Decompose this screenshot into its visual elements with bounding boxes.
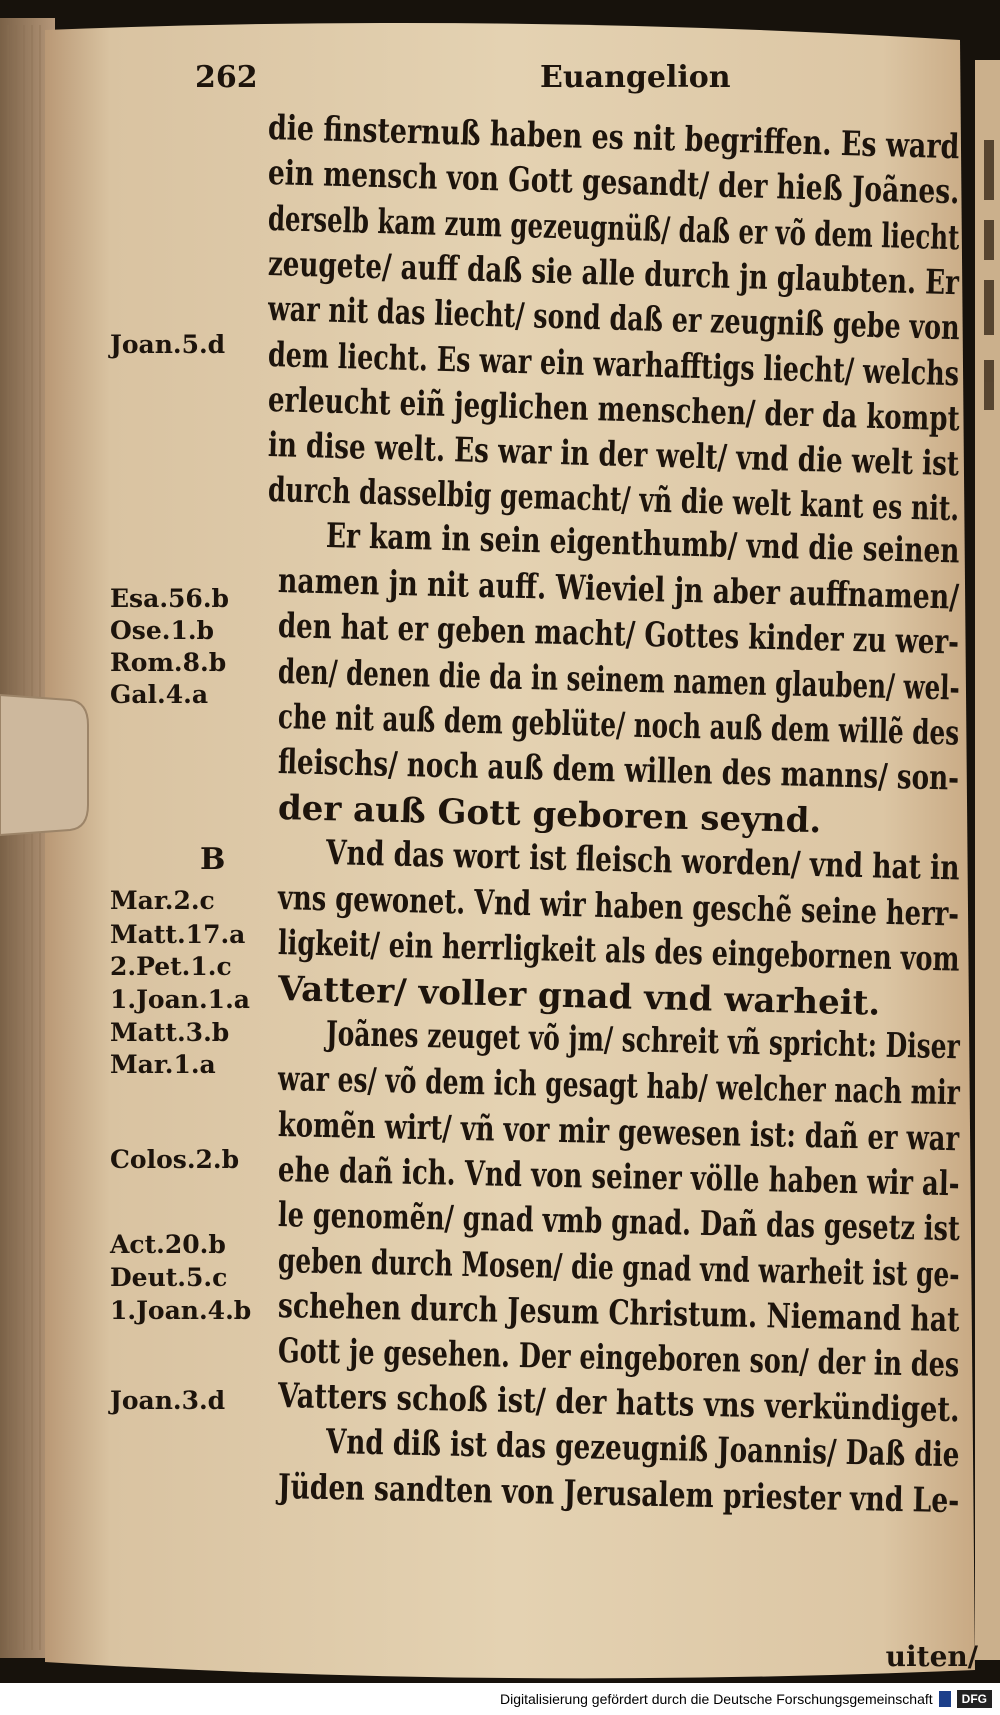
margin-note: Ose.1.b [110,616,215,645]
margin-note: Esa.56.b [110,584,230,613]
margin-note: Deut.5.c [110,1263,228,1292]
margin-note: Mar.1.a [110,1050,216,1079]
margin-note: Joan.3.d [110,1386,226,1415]
body-line: namen jn nit auff. Wieviel jn aber auffnamen/ [277,561,960,618]
margin-note: Gal.4.a [110,680,209,709]
body-line: ehe dañ ich. Vnd von seiner völle haben wir al- [277,1149,960,1205]
margin-note: Matt.17.a [110,920,246,949]
body-line: geben durch Mosen/ die gnad vnd warheit ist ge- [277,1240,961,1295]
body-line: ein mensch von Gott gesandt/ der hieß Joãnes. [267,153,960,213]
body-line: den/ denen die da in seinem namen glauben/ wel- [277,651,961,709]
catchword: uiten/ [885,1640,978,1673]
body-line: Gott je gesehen. Der eingeboren son/ der in des [277,1331,960,1386]
page-number: 262 [195,60,258,95]
body-line: komẽn wirt/ vñ vor mir gewesen ist: dañ er war [277,1104,960,1159]
body-line: der auß Gott geboren seynd. [277,787,822,841]
body-line: Vatter/ voller gnad vnd warheit. [277,968,881,1024]
body-line: fleischs/ noch auß dem willen des manns/ son- [277,742,960,799]
body-line: die finsternuß haben es nit begriffen. Es ward [267,108,960,168]
margin-note: Mar.2.c [110,886,215,915]
body-line: erleucht eiñ jeglichen menschen/ der da kompt [267,379,961,440]
body-line: Vatters schoß ist/ der hatts vns verkündiget. [277,1376,961,1431]
body-line: durch dasselbig gemacht/ vñ die welt kant es nit. [267,470,960,530]
margin-note: B [200,842,226,877]
body-line: Joãnes zeuget võ jm/ schreit vñ spricht: Diser [325,1014,961,1068]
body-line: Vnd diß ist das gezeugniß Joannis/ Daß die [325,1421,960,1475]
footer [0,1683,1000,1715]
margin-note: 1.Joan.1.a [110,985,250,1014]
body-line: che nit auß dem geblüte/ noch auß dem willẽ des [277,696,960,754]
body-line: derselb kam zum gezeugnüß/ daß er võ dem liecht [267,198,960,258]
body-line: ligkeit/ ein herrligkeit als des eingebornen vom [277,923,960,981]
dfg-logo: DFG [957,1690,992,1708]
margin-note: 1.Joan.4.b [110,1296,252,1325]
footer-text: Digitalisierung gefördert durch die Deutsche Forschungsgemeinschaft [499,1691,933,1707]
body-line: schehen durch Jesum Christum. Niemand hat [277,1285,960,1341]
body-line: den hat er geben macht/ Gottes kinder zu wer- [277,606,960,663]
body-line: Jüden sandten von Jerusalem priester vnd Le- [277,1467,960,1522]
margin-note: Colos.2.b [110,1145,240,1174]
margin-note: Joan.5.d [110,330,226,359]
body-line: in dise welt. Es war in der welt/ vnd die welt ist [267,425,960,485]
running-title: Euangelion [540,60,731,95]
body-line: vns gewonet. Vnd wir haben geschẽ seine herr- [277,878,960,935]
margin-note: 2.Pet.1.c [110,952,232,981]
body-line: war nit das liecht/ sond daß er zeugniß gebe von [267,289,961,349]
body-line: zeugete/ auff daß sie alle durch jn glaubten. Er [267,243,960,304]
margin-note: Act.20.b [110,1230,226,1259]
body-line: Vnd das wort ist fleisch worden/ vnd hat in [325,832,960,889]
margin-note: Matt.3.b [110,1018,230,1047]
body-line: le genomẽn/ gnad vmb gnad. Dañ das gesetz ist [277,1195,961,1250]
body-line: war es/ võ dem ich gesagt hab/ welcher nach mir [277,1059,961,1114]
body-line: Er kam in sein eigenthumb/ vnd die seinen [325,515,960,572]
body-line: dem liecht. Es war ein warhafftigs liecht/ welchs [267,334,960,394]
margin-note: Rom.8.b [110,648,227,677]
dfg-mark-icon [939,1691,951,1707]
